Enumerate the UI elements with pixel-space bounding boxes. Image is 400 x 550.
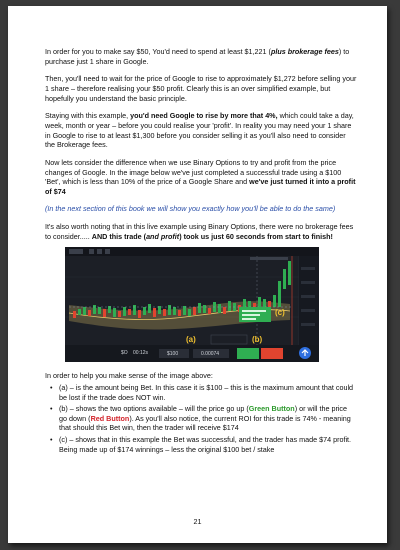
text: which could take a day, week, month or year – before you could realise your 'profit'. In reality you may need your 1 share in Google to rise to at least $1,300 before you consider selling it as you'll also need to consider the Brokerage fees. — [45, 111, 354, 150]
text: ) to purchase just 1 share in Google. — [45, 47, 350, 66]
paragraph-6 — [45, 222, 357, 241]
text: ) or will the price go down ( — [59, 404, 348, 423]
bottom-value-2: 00:12s — [133, 350, 149, 357]
text-bold: ) took us just 60 seconds from start to finish! — [179, 231, 333, 241]
text: (a) – is the amount being Bet. In this case it is $100 – this is the maximum amount that could be lost if the trade does NOT win. — [59, 383, 354, 402]
bottom-value-4: 0.00074 — [201, 351, 220, 358]
text: It's also worth noting that in this live example using Binary Options, there were no brokerage fees to consider..... — [45, 222, 354, 241]
text-bold: AND this trade ( — [91, 231, 147, 241]
page-number: 21 — [193, 517, 202, 526]
list-item-c — [59, 435, 357, 454]
label-a: (a) — [186, 335, 196, 345]
list-item-a — [59, 383, 357, 402]
explanation-list — [45, 383, 357, 454]
text: Now lets consider the difference when we use Binary Options to try and profit from the price changes of Google. In the image below we've just completed a successful trade using a $100 'Bet', which is less than 10% of the price of a Google Share and — [45, 157, 342, 187]
green-button-text: Green Button — [248, 404, 295, 414]
trading-screenshot — [65, 247, 319, 362]
paragraph-1 — [45, 47, 357, 66]
page-content — [45, 47, 357, 456]
bottom-value-1: $O — [121, 350, 128, 357]
paragraph-2: Then, you'll need to wait for the price of Google to rise to approximately $1,272 before selling your 1 share – therefore realising your $50 profit. Clearly this is an over simplified example, but hopefully you understand the basic principle. — [45, 74, 357, 103]
text: ). As you'll also notice, the current ROI for this trade is 74% - meaning that should this Bet win, then the trader will receive $174 — [59, 413, 351, 433]
text: In order for you to make say $50, You'd need to spend at least $1,221 ( — [45, 47, 271, 56]
bottom-value-3: $100 — [167, 351, 179, 358]
trading-chart-image — [65, 247, 319, 362]
red-button-text: Red Button — [90, 413, 130, 423]
text-bold: we've just turned it into a profit of $74 — [45, 177, 356, 196]
text-emphasis: plus brokerage fees — [270, 47, 339, 56]
document-page — [8, 6, 387, 543]
label-b: (b) — [252, 335, 263, 345]
paragraph-5-note: (In the next section of this book we will show you exactly how you'll be able to do the same) — [45, 204, 336, 214]
paragraph-4 — [45, 158, 357, 196]
text-bold-italic: and profit — [146, 231, 180, 241]
list-item-b — [59, 404, 357, 433]
text: Staying with this example, — [45, 111, 131, 121]
list-intro: In order to help you make sense of the image above: — [45, 371, 213, 381]
text: (c) – shows that in this example the Bet was successful, and the trader has made $74 profit. Being made up of $174 winnings – less the original $100 bet / stake — [59, 435, 352, 454]
label-c: (c) — [275, 308, 285, 318]
text-bold: you'd need Google to rise by more that 4%, — [130, 111, 278, 121]
text: (b) – shows the two options available – will the price go up ( — [59, 404, 249, 414]
paragraph-3 — [45, 111, 357, 149]
